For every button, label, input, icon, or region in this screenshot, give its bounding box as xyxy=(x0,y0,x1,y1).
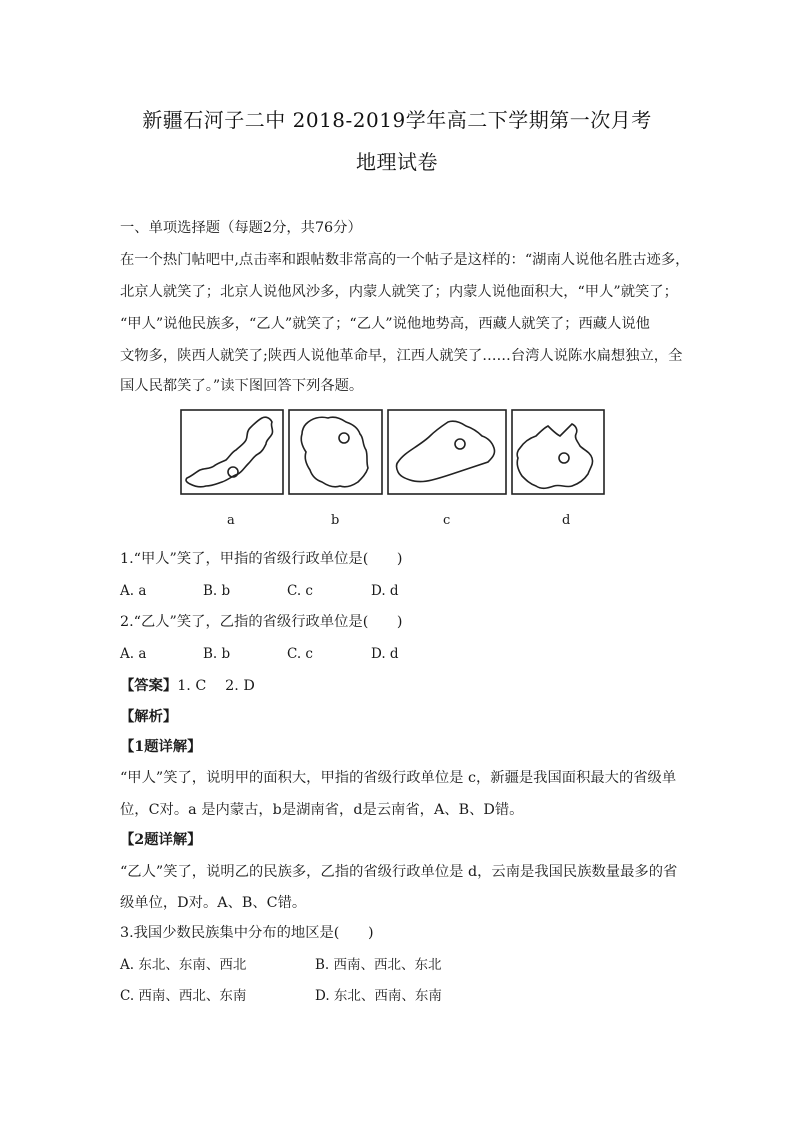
q1-detail-line: 位，C对。a 是内蒙古，b是湖南省，d是云南省，A、B、D错。 xyxy=(120,802,524,818)
passage-line: 国人民都笑了。”读下图回答下列各题。 xyxy=(120,378,364,394)
map-caption-d: d xyxy=(562,513,571,528)
q1-option-d: D. d xyxy=(371,583,399,599)
passage-line: 文物多，陕西人就笑了;陕西人说他革命早，江西人就笑了……台湾人说陈水扁想独立，全 xyxy=(120,348,683,364)
map-b-frame xyxy=(289,410,382,494)
q2-detail-line: 级单位，D对。A、B、C错。 xyxy=(120,895,307,911)
question-1-stem: 1.“甲人”笑了，甲指的省级行政单位是( ) xyxy=(120,551,403,567)
q3-option-c: C. 西南、西北、东南 xyxy=(120,988,247,1004)
q1-option-a: A. a xyxy=(120,583,147,599)
answer-line xyxy=(120,676,680,696)
q3-option-a: A. 东北、东南、西北 xyxy=(120,957,247,973)
map-d-outline xyxy=(517,424,592,488)
q1-option-b: B. b xyxy=(203,583,231,599)
q1-detail-line: “甲人”笑了，说明甲的面积大，甲指的省级行政单位是 c，新疆是我国面积最大的省级单 xyxy=(120,770,677,786)
map-caption-b: b xyxy=(331,513,340,528)
passage-line: 北京人就笑了；北京人说他风沙多，内蒙人就笑了；内蒙人说他面积大，“甲人”就笑了； xyxy=(120,284,678,300)
map-d-frame xyxy=(512,410,604,494)
q1-detail-label: 【1题详解】 xyxy=(120,739,202,755)
answer-text: 1. C 2. D xyxy=(177,678,255,694)
map-caption-c: c xyxy=(443,513,451,528)
passage-line: 在一个热门帖吧中,点击率和跟帖数非常高的一个帖子是这样的：“湖南人说他名胜古迹多， xyxy=(120,252,690,268)
q2-option-b: B. b xyxy=(203,646,231,662)
q2-detail-label: 【2题详解】 xyxy=(120,832,202,848)
answer-label: 【答案】 xyxy=(120,678,178,694)
question-2-stem: 2.“乙人”笑了，乙指的省级行政单位是( ) xyxy=(120,614,403,630)
section-heading: 一、单项选择题（每题2分，共76分） xyxy=(120,220,362,236)
document-title: 新疆石河子二中 2018-2019学年高二下学期第一次月考 xyxy=(142,108,652,132)
map-c-outline xyxy=(397,421,495,481)
q2-option-c: C. c xyxy=(287,646,313,662)
map-b-outline xyxy=(301,417,368,487)
map-caption-a: a xyxy=(227,513,235,528)
question-3-stem: 3.我国少数民族集中分布的地区是( ) xyxy=(120,925,374,941)
q2-option-d: D. d xyxy=(371,646,399,662)
map-a-frame xyxy=(181,410,283,494)
q2-detail-line: “乙人”笑了，说明乙的民族多，乙指的省级行政单位是 d，云南是我国民族数量最多的省 xyxy=(120,864,678,880)
q2-option-a: A. a xyxy=(120,646,147,662)
province-map-figure xyxy=(0,406,794,496)
q1-option-c: C. c xyxy=(287,583,313,599)
document-subtitle: 地理试卷 xyxy=(356,150,438,174)
analysis-label: 【解析】 xyxy=(120,709,178,725)
q3-option-b: B. 西南、西北、东北 xyxy=(315,957,442,973)
q3-option-d: D. 东北、西南、东南 xyxy=(315,988,442,1004)
passage-line: “甲人”说他民族多，“乙人”就笑了；“乙人”说他地势高，西藏人就笑了；西藏人说他 xyxy=(120,316,650,332)
